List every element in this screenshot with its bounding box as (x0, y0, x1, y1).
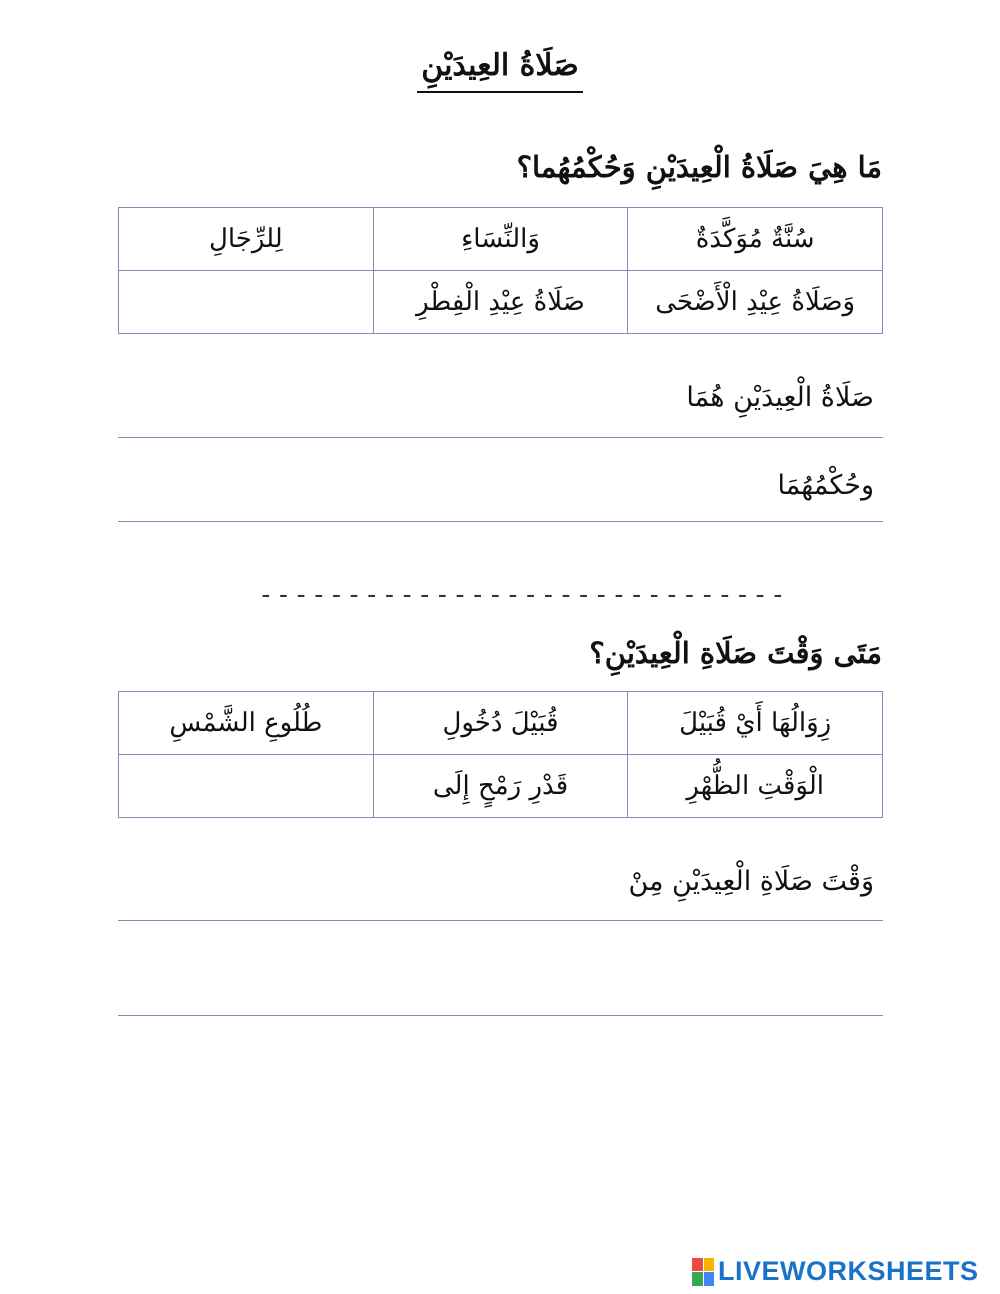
word-tile[interactable]: زِوَالُهَا أَيْ قُبَيْلَ (628, 692, 883, 755)
page-title (0, 48, 1000, 93)
word-tile[interactable]: قَدْرِ رَمْحٍ إِلَى (373, 755, 628, 818)
word-tile[interactable]: قُبَيْلَ دُخُولِ (373, 692, 628, 755)
word-bank-table-1 (118, 207, 883, 334)
section-separator: ------------------------------ (258, 580, 788, 610)
answer-label-1: صَلَاةُ الْعِيدَيْنِ هُمَا (686, 382, 874, 413)
table-row (119, 271, 883, 334)
logo-mark-icon (692, 1258, 714, 1286)
word-tile[interactable]: سُنَّةٌ مُوَكَّدَةٌ (628, 208, 883, 271)
word-tile[interactable] (119, 755, 374, 818)
page-title-text: صَلَاةُ العِيدَيْنِ (417, 48, 582, 93)
word-bank-table-2 (118, 691, 883, 818)
word-tile[interactable]: صَلَاةُ عِيْدِ الْفِطْرِ (373, 271, 628, 334)
logo-square-icon (704, 1272, 715, 1286)
liveworksheets-logo (692, 1256, 979, 1287)
table-row (119, 692, 883, 755)
logo-text: LIVEWORKSHEETS (718, 1256, 979, 1286)
answer-line-3[interactable] (118, 920, 883, 921)
answer-label-3: وَقْتَ صَلَاةِ الْعِيدَيْنِ مِنْ (628, 866, 874, 897)
word-tile[interactable]: وَالنِّسَاءِ (373, 208, 628, 271)
question-1: مَا هِيَ صَلَاةُ الْعِيدَيْنِ وَحُكْمُهُما؟ (516, 150, 882, 184)
word-tile[interactable]: وَصَلَاةُ عِيْدِ الْأَضْحَى (628, 271, 883, 334)
question-2: مَتَى وَقْتَ صَلَاةِ الْعِيدَيْنِ؟ (589, 636, 882, 670)
word-tile[interactable]: الْوَقْتِ الظُّهْرِ (628, 755, 883, 818)
answer-line-2[interactable] (118, 521, 883, 522)
logo-square-icon (692, 1258, 703, 1272)
logo-square-icon (692, 1272, 703, 1286)
answer-line-1[interactable] (118, 437, 883, 438)
word-tile[interactable]: لِلرِّجَالِ (119, 208, 374, 271)
answer-line-4[interactable] (118, 1015, 883, 1016)
table-row (119, 755, 883, 818)
word-tile[interactable] (119, 271, 374, 334)
answer-label-2: وحُكْمُهُمَا (777, 470, 874, 501)
logo-square-icon (704, 1258, 715, 1272)
table-row (119, 208, 883, 271)
word-tile[interactable]: طُلُوعِ الشَّمْسِ (119, 692, 374, 755)
